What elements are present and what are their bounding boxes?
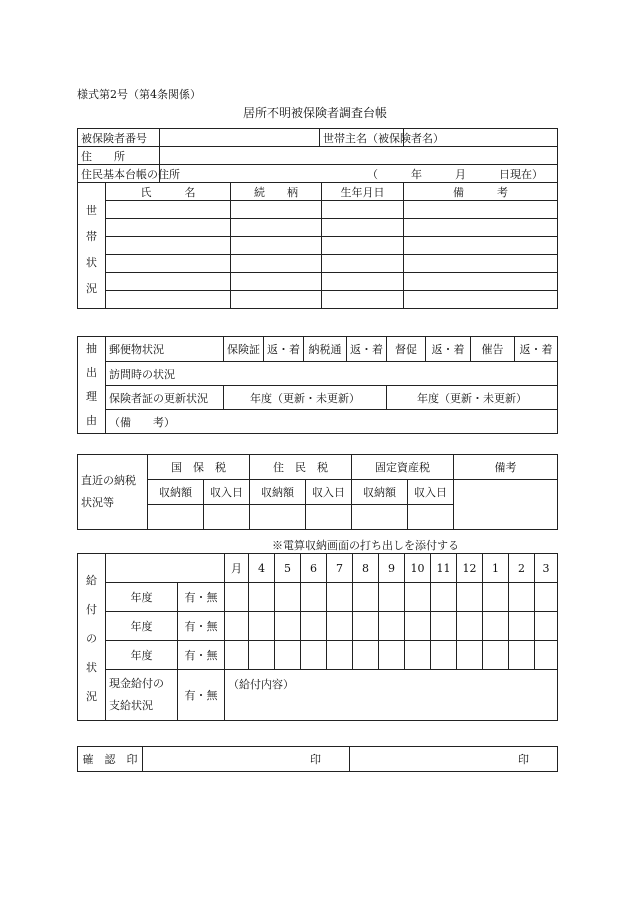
benefit-cell[interactable]: [301, 583, 327, 612]
benefit-cell[interactable]: [405, 612, 431, 641]
benefit-year-label-2: 年度: [106, 612, 178, 641]
benefit-cell[interactable]: [301, 612, 327, 641]
insured-number-field[interactable]: [160, 129, 320, 147]
member-relation-2[interactable]: [231, 219, 322, 237]
benefit-cell[interactable]: [509, 641, 535, 670]
cash-benefit-label: 現金給付の支給状況: [106, 670, 178, 721]
member-relation-1[interactable]: [231, 201, 322, 219]
member-birth-1[interactable]: [322, 201, 404, 219]
benefit-cell[interactable]: [249, 612, 275, 641]
address-label: 住 所: [78, 147, 160, 165]
member-name-5[interactable]: [106, 273, 231, 291]
month-8: 8: [353, 554, 379, 583]
property-tax-header: 固定資産税: [352, 455, 454, 480]
col-remarks: 備 考: [404, 183, 558, 201]
member-birth-4[interactable]: [322, 255, 404, 273]
mail-tax-notice-status[interactable]: 返・着: [347, 337, 387, 362]
member-relation-3[interactable]: [231, 237, 322, 255]
address-field[interactable]: [160, 147, 558, 165]
benefit-cell[interactable]: [353, 612, 379, 641]
benefit-cell[interactable]: [379, 641, 405, 670]
benefit-cell[interactable]: [327, 583, 353, 612]
registry-address-field[interactable]: [160, 165, 558, 183]
insured-number-label: 被保険者番号: [78, 129, 160, 147]
benefit-cell[interactable]: [353, 641, 379, 670]
nht-date-field[interactable]: [204, 505, 250, 530]
benefit-cell[interactable]: [405, 583, 431, 612]
registry-address-label: 住民基本台帳の住所: [78, 165, 160, 183]
member-remarks-5[interactable]: [404, 273, 558, 291]
resident-tax-header: 住 民 税: [250, 455, 352, 480]
month-6: 6: [301, 554, 327, 583]
mail-demand-status[interactable]: 返・着: [426, 337, 471, 362]
month-10: 10: [405, 554, 431, 583]
rt-amount-label: 収納額: [250, 480, 306, 505]
pt-date-label: 収入日: [408, 480, 454, 505]
member-relation-4[interactable]: [231, 255, 322, 273]
household-members-table: [77, 182, 558, 309]
member-remarks-4[interactable]: [404, 255, 558, 273]
renewal-status-1[interactable]: 年度（更新・未更新）: [224, 386, 387, 410]
benefit-cell[interactable]: [431, 583, 457, 612]
member-relation-5[interactable]: [231, 273, 322, 291]
pt-amount-label: 収納額: [352, 480, 408, 505]
month-2: 2: [509, 554, 535, 583]
household-table: [77, 128, 558, 183]
member-birth-6[interactable]: [322, 291, 404, 309]
mail-insurance-card-status[interactable]: 返・着: [264, 337, 304, 362]
benefit-cell[interactable]: [431, 641, 457, 670]
tax-status-table: [77, 454, 558, 530]
benefit-status-side-label: 給 付 の 状 況: [78, 554, 106, 721]
benefit-cell[interactable]: [249, 641, 275, 670]
benefit-cell[interactable]: [301, 641, 327, 670]
benefit-cell[interactable]: [483, 641, 509, 670]
benefit-status-table: [77, 553, 558, 721]
benefit-cell[interactable]: [225, 641, 249, 670]
nht-amount-label: 収納額: [148, 480, 204, 505]
confirmation-seal-label: 確 認 印: [78, 747, 143, 772]
member-remarks-3[interactable]: [404, 237, 558, 255]
month-5: 5: [275, 554, 301, 583]
mail-reminder-label: 催告: [471, 337, 515, 362]
benefit-cell[interactable]: [225, 583, 249, 612]
month-7: 7: [327, 554, 353, 583]
benefit-cell[interactable]: [275, 583, 301, 612]
member-birth-5[interactable]: [322, 273, 404, 291]
benefit-year-label-3: 年度: [106, 641, 178, 670]
benefit-cell[interactable]: [457, 612, 483, 641]
benefit-cell[interactable]: [275, 612, 301, 641]
mail-status-label: 郵便物状況: [106, 337, 224, 362]
confirmation-seal-1[interactable]: 印: [143, 747, 350, 772]
month-11: 11: [431, 554, 457, 583]
member-birth-3[interactable]: [322, 237, 404, 255]
member-name-1[interactable]: [106, 201, 231, 219]
month-9: 9: [379, 554, 405, 583]
nht-amount-field[interactable]: [148, 505, 204, 530]
benefit-cell[interactable]: [249, 583, 275, 612]
month-1: 1: [483, 554, 509, 583]
as-of-date: （ 年 月 日現在）: [367, 167, 543, 181]
benefit-cell[interactable]: [457, 641, 483, 670]
benefit-cell[interactable]: [457, 583, 483, 612]
renewal-status-2[interactable]: 年度（更新・未更新）: [387, 386, 558, 410]
benefit-header-blank: [106, 554, 225, 583]
benefit-cell[interactable]: [327, 641, 353, 670]
cash-benefit-yn[interactable]: 有・無: [178, 670, 225, 721]
benefit-yn-1[interactable]: 有・無: [178, 583, 225, 612]
benefit-cell[interactable]: [535, 641, 558, 670]
member-name-2[interactable]: [106, 219, 231, 237]
benefit-cell[interactable]: [509, 612, 535, 641]
nht-date-label: 収入日: [204, 480, 250, 505]
rt-date-field[interactable]: [306, 505, 352, 530]
cash-benefit-detail[interactable]: （給付内容）: [225, 670, 558, 721]
tax-remarks-header: 備考: [454, 455, 558, 480]
benefit-cell[interactable]: [535, 583, 558, 612]
renewal-status-label: 保険者証の更新状況: [106, 386, 224, 410]
mail-reminder-status[interactable]: 返・着: [515, 337, 558, 362]
benefit-cell[interactable]: [379, 612, 405, 641]
national-health-tax-header: 国 保 税: [148, 455, 250, 480]
recent-tax-status-label: 直近の納税状況等: [78, 455, 148, 530]
month-label: 月: [225, 554, 249, 583]
benefit-cell[interactable]: [327, 612, 353, 641]
form-number: 様式第2号（第4条関係）: [77, 88, 201, 101]
pt-amount-field[interactable]: [352, 505, 408, 530]
member-name-6[interactable]: [106, 291, 231, 309]
benefit-year-label-1: 年度: [106, 583, 178, 612]
member-birth-2[interactable]: [322, 219, 404, 237]
col-relation: 続 柄: [231, 183, 322, 201]
pt-date-field[interactable]: [408, 505, 454, 530]
household-status-side-label: 世 帯 状 況: [78, 183, 106, 309]
mail-tax-notice-label: 納税通: [304, 337, 347, 362]
confirmation-table: [77, 746, 558, 772]
head-of-household-label: 世帯主名（被保険者名）: [320, 129, 404, 147]
benefit-cell[interactable]: [483, 612, 509, 641]
benefit-cell[interactable]: [509, 583, 535, 612]
month-3: 3: [535, 554, 558, 583]
benefit-cell[interactable]: [405, 641, 431, 670]
col-name: 氏 名: [106, 183, 231, 201]
visit-status-label: 訪問時の状況: [106, 362, 558, 386]
tax-attachment-note: ※電算収納画面の打ち出しを添付する: [272, 539, 459, 552]
rt-date-label: 収入日: [306, 480, 352, 505]
page-title: 居所不明被保険者調査台帳: [242, 106, 387, 120]
reason-remarks-label: （備 考）: [106, 410, 558, 434]
rt-amount-field[interactable]: [250, 505, 306, 530]
benefit-cell[interactable]: [275, 641, 301, 670]
col-birthdate: 生年月日: [322, 183, 404, 201]
benefit-cell[interactable]: [535, 612, 558, 641]
extraction-reason-side-label: 抽 出 理 由: [78, 337, 106, 434]
tax-remarks-field[interactable]: [454, 480, 558, 530]
benefit-cell[interactable]: [431, 612, 457, 641]
member-name-3[interactable]: [106, 237, 231, 255]
member-remarks-6[interactable]: [404, 291, 558, 309]
benefit-yn-2[interactable]: 有・無: [178, 612, 225, 641]
benefit-cell[interactable]: [483, 583, 509, 612]
benefit-cell[interactable]: [379, 583, 405, 612]
confirmation-seal-2[interactable]: 印: [350, 747, 558, 772]
mail-demand-label: 督促: [387, 337, 426, 362]
member-remarks-1[interactable]: [404, 201, 558, 219]
member-remarks-2[interactable]: [404, 219, 558, 237]
member-relation-6[interactable]: [231, 291, 322, 309]
benefit-cell[interactable]: [225, 612, 249, 641]
member-name-4[interactable]: [106, 255, 231, 273]
benefit-yn-3[interactable]: 有・無: [178, 641, 225, 670]
benefit-cell[interactable]: [353, 583, 379, 612]
extraction-reason-table: [77, 336, 558, 434]
month-4: 4: [249, 554, 275, 583]
month-12: 12: [457, 554, 483, 583]
mail-insurance-card-label: 保険証: [224, 337, 264, 362]
